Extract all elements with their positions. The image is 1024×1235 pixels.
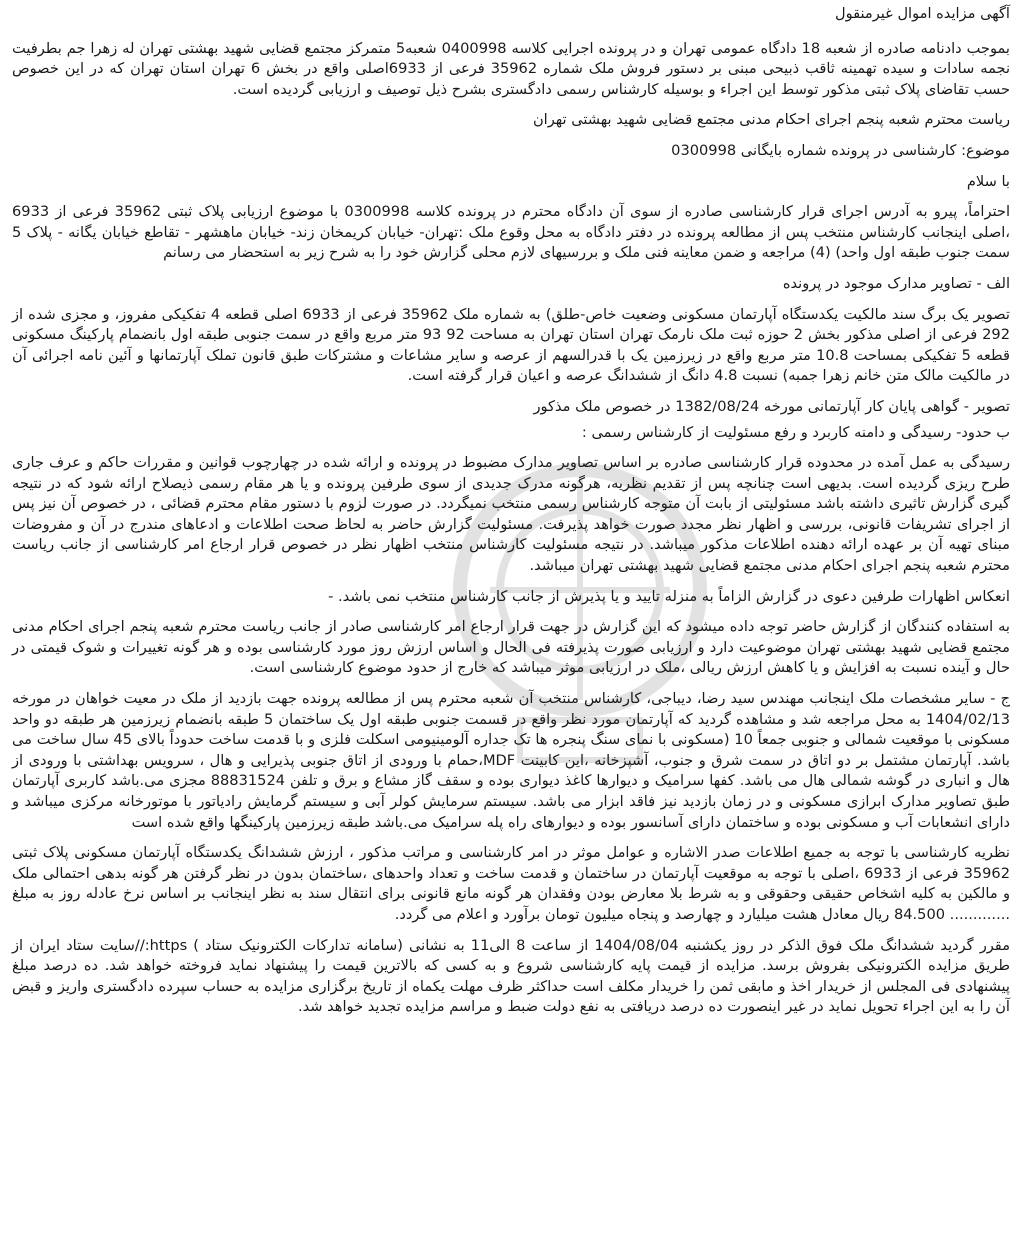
deed-description-paragraph: تصویر یک برگ سند مالکیت یکدستگاه آپارتمان مسکونی وضعیت خاص-طلق) به شماره ملک 35962 فرعی از 6933 اصلی قطعه 4 تفکیکی مفروز، و مجزی شده از 292 فرعی از اصلی مذکور بخش 2 حوزه ثبت ملک نارمک تهران استان تهران به مساحت 92 93 متر مربع واقع در سمت جنوبی طبقه اول بانضمام پارکینگ مسکونی قطعه 5 تفکیکی بمساحت 10.8 متر مربع واقع در زیرزمین یک با قدرالسهم از عرصه و سایر مشاعات و مشترکات طبق قانون تملک آپارتمانها و آئین نامه اجرائی آن در مالکیت مالک متن خانم زهرا جمبه) نسبت 4.8 دانگ از ششدانگ عرصه و اعیان قرار گرفته است.: [12, 305, 1010, 385]
intro-paragraph: بموجب دادنامه صادره از شعبه 18 دادگاه عمومی تهران و در پرونده اجرایی کلاسه 0400998 شعبه5 متمرکز مجتمع قضایی شهید بهشتی تهران له زهرا جم بطرفیت نجمه سادات و سیده تهمینه ثاقب ذبیحی مبنی بر دستور فروش ملک شماره 35962 فرعی از 6933اصلی واقع در بخش 6 تهران استان تهران که در این خصوص حسب تقاضای پلاک ثبتی مذکور توسط این اجراء و بوسیله کارشناس رسمی دادگستری بشرح ذیل توصیف و ارزیابی گردیده است.: [12, 39, 1011, 98]
completion-certificate-line: تصویر - گواهی پایان کار آپارتمانی مورخه 1382/08/24 در خصوص ملک مذکور: [533, 397, 1010, 415]
statements-disclaimer-line: انعکاس اظهارات طرفین دعوی در گزارش الزاماً به منزله تایید و یا پذیرش از جانب کارشناس منتخب نمی باشد. -: [328, 587, 1010, 605]
scope-liability-paragraph: رسیدگی به عمل آمده در محدوده قرار کارشناسی صادره بر اساس تصاویر مدارک مضبوط در پرونده و ارائه شده در چهارچوب قوانین و مقررات حاکم و عرف جاری طرح ریزی گردیده است. بدیهی است چنانچه پس از تقدیم نظریه، هرگونه مدرک جدیدی از سوی طرفین پرونده و یا هر مقام رسمی ذیصلاح ارائه شود که در نتیجه گیری گزارش تاثیری داشته باشد مسئولیتی از بابت آن متوجه کارشناس رسمی منتخب نمیگردد. در صورت لزوم با دستور مقام محترم قضائی ، در خصوص آن نیز پس از اجرای تشریفات قانونی، بررسی و اظهار نظر مجدد صورت خواهد پذیرفت. مسئولیت گزارش حاضر به لحاظ صحت اطلاعات و ادعاهای مندرج در آن و مفروضات مبنای تهیه آن بر عهده ارائه دهنده اطلاعات مذکور میباشد. در نتیجه مسئولیت کارشناس منتخب اظهار نظر در خصوص قرار ارجاع امر کارشناسی از جانب ریاست محترم شعبه پنجم اجرای احکام مدنی مجتمع قضایی شهید بهشتی تهران میباشد.: [12, 454, 1010, 575]
valuation-validity-paragraph: به استفاده کنندگان از گزارش حاضر توجه داده میشود که این گزارش در جهت قرار ارجاع امر کارشناسی صادر از جانب ریاست محترم شعبه پنجم اجرای احکام مدنی مجتمع قضایی شهید بهشتی تهران موضوعیت دارد و ارزیابی صورت پذیرفته فی الحال و اساس ارزش روز مورد کارشناسی بوده و هر گونه تغییرات و شوک قیمتی در حال و آینده نسبت به افزایش و یا کاهش ارزش ریالی ،ملک در ارزیابی موثر میباشد که خارج از حدود موضوع کارشناسی است.: [12, 618, 1010, 677]
section-c-property-details: ج - سایر مشخصات ملک اینجانب مهندس سید رضا، دیباجی، کارشناس منتخب آن شعبه محترم پس از مطالعه پرونده جهت بازدید از ملک در معیت خواهان در مورخه 1404/02/13 به محل مراجعه شد و مشاهده گردید که آپارتمان مورد نظر واقع در قسمت جنوبی طبقه اول یک ساختمان 5 طبقه بانضمام زیرزمین هر طبقه دو واحد مسکونی با موقعیت شمالی و جنوبی جمعاً 10 (مسکونی با نمای سنگ پنجره ها تک جداره آلومینیومی اسکلت فلزی و با قدمت ساخت حدوداً بالای 45 سال ساخت می باشد. آپارتمان مشتمل بر دو اتاق در سمت شرق و جنوب، آشپزخانه ،این کابینت MDF،حمام با ورودی از اتاق جنوبی پذیرایی و هال ، سرویس بهداشتی با ورودی از هال و انباری در گوشه شمالی هال می باشد. کفها سرامیک و دیوارها کاغذ دیواری بوده و سقف گاز مشاع و برق و تلفن 88831524 مجزی می.باشد کاربری آپارتمان طبق تصاویر مدارک ابرازی مسکونی و در زمان بازدید نیز فاقد ابزار می باشد. سیستم سرمایش کولر آبی و سیستم گرمایش رادیاتور با موتورخانه مرکزی میباشد و دارای انشعابات آب و مسکونی بوده و ساختمان دارای آسانسور بوده و دیوارهای راه پله سرامیک می.باشد طبقه زیرزمین پارکینگها واقع شده است: [12, 690, 1011, 831]
section-b-heading: ب حدود- رسیدگی و دامنه کاربرد و رفع مسئولیت از کارشناس رسمی :: [581, 423, 1010, 441]
notice-title: آگهی مزایده اموال غیرمنقول: [834, 5, 1010, 22]
section-a-heading: الف - تصاویر مدارک موجود در پرونده: [782, 274, 1010, 292]
expert-opinion-paragraph: نظریه کارشناسی با توجه به جمیع اطلاعات صدر الاشاره و عوامل موثر در امر کارشناسی و مراتب مذکور ، ارزش ششدانگ یکدستگاه آپارتمان مسکونی پلاک ثبتی 35962 فرعی از 6933 ،اصلی با توجه به موقعیت آپارتمان در ساختمان و قدمت ساخت و تعداد واحدهای ،ساختمان بدون در نظر گرفتن هر گونه بدهی احتمالی ملک و مالکین به کلیه اشخاص حقیقی وحقوقی و به شرط بلا معارض بودن وفقدان هر گونه مانع قانونی برای انتقال سند به نظر اینجانب بر اساس نرخ عادله روز به مبلغ ............. 84.500 ریال معادل هشت میلیارد و چهارصد و پنجاه میلیون تومان برآورد و اعلام می گردد.: [12, 844, 1011, 923]
auction-terms-paragraph: مقرر گردید ششدانگ ملک فوق الذکر در روز یکشنبه 1404/08/04 از ساعت 8 الی11 به نشانی (سامانه تدارکات الکترونیک ستاد ) https://سایت ستاد ایران از طریق مزایده الکترونیکی بفروش برسد. مزایده از قیمت پایه کارشناسی شروع و به کسی که بالاترین قیمت را پیشنهاد نماید فروخته خواهد شد. ده درصد مبلغ پیشنهادی فی المجلس از خریدار اخذ و مابقی ثمن را خریدار مکلف است حداکثر ظرف مهلت یکماه از تاریخ برگزاری مزایده به حساب سپرده دادگستری واریز و قبض آن را به این اجراء تحویل نماید در غیر اینصورت ده درصد دریافتی به نفع دولت ضبط و مراسم مزایده تجدید خواهد شد.: [12, 936, 1011, 1016]
addressee-line: ریاست محترم شعبه پنجم اجرای احکام مدنی مجتمع قضایی شهید بهشتی تهران: [532, 111, 1010, 129]
subject-line: موضوع: کارشناسی در پرونده شماره بایگانی 0300998: [671, 141, 1010, 159]
greeting-line: با سلام: [966, 172, 1010, 190]
report-intro-paragraph: احتراماً، پیرو به آدرس اجرای قرار کارشناسی صادره از سوی آن دادگاه محترم در پرونده کلاسه 0300998 با موضوع ارزیابی پلاک ثبتی 35962 فرعی از 6933 ،اصلی اینجانب کارشناس منتخب پس از مطالعه پرونده در دفتر دادگاه به محل وقوع ملک :تهران- خیابان کریمخان زند- خیابان ماهشهر - تقاطع خیابان یگانه - پلاک 5 سمت جنوب طبقه اول واحد) (4) مراجعه و ضمن معاینه فنی ملک و بررسیهای لازم محلی گزارش خود را به شرح زیر به استحضار می رسانم: [12, 203, 1010, 262]
